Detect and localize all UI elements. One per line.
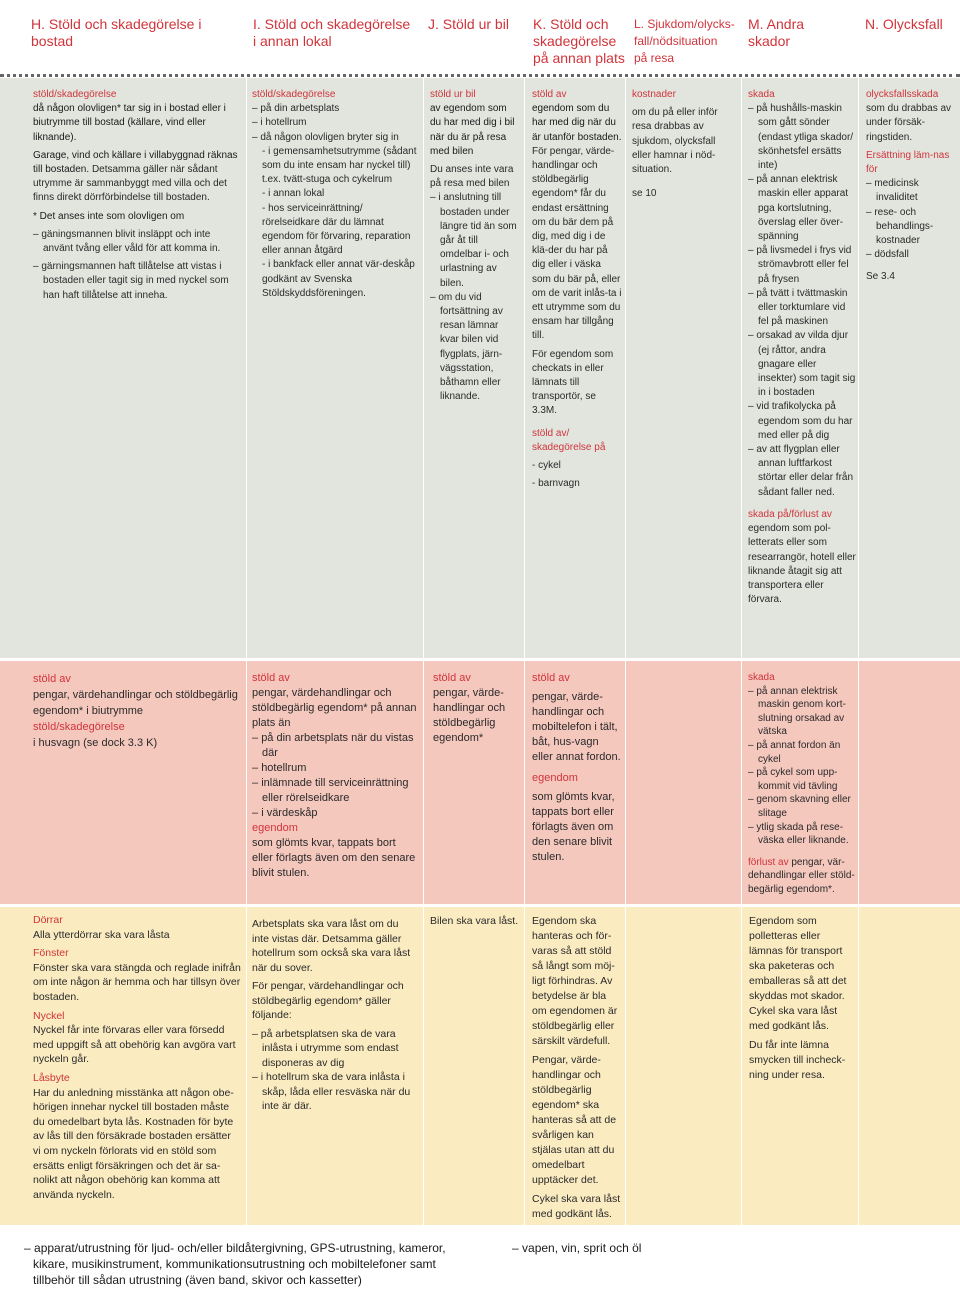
coverage-k-title: stöld av — [532, 89, 567, 100]
header-n-line1: N. Olycksfall — [865, 16, 943, 32]
footer-right-line: – vapen, vin, sprit och öl — [512, 1241, 642, 1255]
requirement-h-lock-title: Låsbyte — [33, 1071, 70, 1084]
column-separator — [524, 78, 525, 658]
coverage-h-title: stöld/skadegörelse — [33, 89, 117, 100]
exclusion-m-dash: – genom skavning eller slitage — [748, 793, 856, 820]
column-separator — [423, 661, 424, 904]
coverage-k — [532, 88, 622, 491]
header-h-line2: bostad — [31, 33, 74, 49]
exclusion-m-text2: pengar, vär-dehandlingar eller stöld-begärlig egendom*. — [748, 856, 855, 895]
coverage-j-text: av egendom som du har med dig i bil när du är på resa med bilen — [430, 103, 515, 157]
exclusion-k-title: stöld av — [532, 672, 570, 684]
header-j — [428, 16, 528, 33]
requirement-i-text: Arbetsplats ska vara låst om du inte vistas där. Detsamma gäller hotellrum som också ska vara låst när du sover. — [252, 918, 411, 974]
exclusion-j-title: stöld av — [433, 672, 471, 684]
coverage-j-text2: Du anses inte vara på resa med bilen — [430, 164, 514, 190]
coverage-k-item: - barnvagn — [532, 478, 580, 490]
header-l — [634, 16, 744, 67]
exclusion-h-title2: stöld/skadegörelse — [33, 721, 125, 733]
requirement-h-windows-text: Fönster ska vara stängda och reglade inifrån om inte någon är hemma och har tillsyn över bostaden. — [33, 961, 241, 1003]
header-i — [253, 16, 423, 50]
coverage-m-dash: – på annan elektrisk maskin eller apparat pga kortslutning, överslag eller över-spänning — [748, 173, 856, 244]
coverage-i-sub: - i bankfack eller annat vär-deskåp godkänt av Svenska Stöldskyddsföreningen. — [262, 259, 415, 299]
coverage-m-dash: – på livsmedel i frys vid strömavbrott eller fel på frysen — [748, 244, 856, 287]
coverage-n-title2: Ersättning läm-nas för — [866, 149, 950, 176]
coverage-m-title: skada — [748, 89, 775, 100]
coverage-k-text2: För egendom som checkats in eller lämnats till transportör, se 3.3M. — [532, 348, 614, 417]
exclusion-h-text: pengar, värdehandlingar och stöldbegärlig egendom* i biutrymme — [33, 689, 238, 717]
coverage-j-dash: – om du vid fortsättning av resan lämnar kvar bilen vid flygplats, järn-vägsstation, båthamn eller liknande. — [430, 291, 520, 405]
requirement-i-text2: För pengar, värdehandlingar och stöldbegärlig egendom* gäller följande: — [252, 980, 404, 1021]
requirement-h-windows-title: Fönster — [33, 947, 69, 960]
exclusion-k — [532, 671, 622, 865]
requirement-band — [0, 907, 960, 1225]
coverage-h-dash: – gärningsmannen haft tillåtelse att vistas i bostaden eller tagit sig in med nyckel som han haft tillåtelse att inneha. — [33, 260, 241, 303]
coverage-h — [33, 88, 241, 307]
requirement-h — [33, 913, 241, 1202]
exclusion-h-text2: i husvagn (se dock 3.3 K) — [33, 737, 158, 749]
column-separator — [858, 78, 859, 658]
exclusion-i-dash: – inlämnade till serviceinrättning eller rörelseidkare — [252, 776, 417, 806]
coverage-m-title2: skada på/förlust av — [748, 508, 832, 520]
coverage-n-dash: – rese- och behandlings-kostnader — [866, 206, 958, 249]
header-i-line2: i annan lokal — [253, 33, 332, 49]
column-separator — [423, 78, 424, 658]
dotted-divider — [0, 74, 960, 77]
exclusion-i-dash: – i värdeskåp — [252, 806, 417, 821]
coverage-h-dash: – gäningsmannen blivit insläppt och inte använt tvång eller våld för att komma in. — [33, 228, 241, 256]
exclusion-i-title: stöld av — [252, 672, 290, 684]
column-separator — [625, 78, 626, 658]
exclusion-m-dash: – på cykel som upp-kommit vid tävling — [748, 766, 856, 793]
column-separator — [741, 661, 742, 904]
requirement-j-text: Bilen ska vara låst. — [430, 915, 519, 927]
exclusion-m-dash: – på annan elektrisk maskin genom kort-slutning orsakad av vätska — [748, 685, 856, 739]
coverage-n — [866, 88, 958, 289]
column-separator — [858, 661, 859, 904]
requirement-i-dash: – i hotellrum ska de vara inlåsta i skåp, låda eller resväska när du inte är där. — [252, 1070, 417, 1114]
coverage-i-dash: – då någon olovligen bryter sig in — [252, 131, 417, 145]
header-k-line2: skadegörelse — [533, 33, 617, 49]
column-separator — [625, 907, 626, 1225]
header-h-line1: H. Stöld och skadegörelse i — [31, 16, 202, 32]
footer-right-text: vapen, vin, sprit och öl — [522, 1241, 642, 1255]
coverage-h-garage — [33, 149, 241, 206]
coverage-l — [632, 88, 737, 205]
requirement-h-lock-text: Har du anledning misstänka att någon obe-hörigen innehar nyckel till bostaden måste du omedelbart byta lås. Kostnaden för byte av lås till den försäkrade bostaden ersätter vi om nyckeln förlorats vid en stöld som ersätts enligt försäkringen och det är sa-nolikt att någon obehörig kan komma att använda nyckeln. — [33, 1086, 234, 1201]
requirement-h-doors-text: Alla ytterdörrar ska vara låsta — [33, 928, 170, 941]
coverage-k-text-a: egendom som du har med dig när du är utanför bostaden. — [532, 103, 622, 143]
exclusion-j-text: pengar, värde-handlingar och stöldbegärlig egendom* — [433, 687, 506, 744]
header-m-line2: skador — [748, 33, 791, 49]
coverage-m-dash: – av att flygplan eller annan luftfarkost störtar eller delar från sådant faller ned. — [748, 443, 856, 500]
column-headers — [0, 0, 960, 70]
exclusion-m — [748, 671, 856, 901]
column-separator — [246, 661, 247, 904]
header-k-line3: på annan plats — [533, 50, 625, 66]
exclusion-i-dash: – hotellrum — [252, 761, 417, 776]
header-m — [748, 16, 858, 50]
coverage-h-text: då någon olovligen* tar sig in i bostad eller i biutrymme till bostad (källare, vind eller liknande). — [33, 103, 226, 143]
column-separator — [741, 78, 742, 658]
column-separator — [741, 907, 742, 1225]
coverage-j-dash: – i anslutning till bostaden under längre tid än som går åt till omdelbar i- och urlastning av bilen. — [430, 191, 520, 290]
requirement-l-text2: Du får inte lämna smycken till incheck-ning under resa. — [749, 1039, 846, 1081]
exclusion-h-title: stöld av — [33, 673, 71, 685]
coverage-n-dash: – dödsfall — [866, 248, 958, 262]
exclusion-i-text2: som glömts kvar, tappats bort eller förlagts även om den senare blivit stulen. — [252, 837, 416, 879]
exclusion-i-dash: – på din arbetsplats när du vistas där — [252, 731, 417, 761]
coverage-h-garage-extra: Detsamma gäller när sådant utrymme är sammanbyggt med villa och det finns direkt dörrförbindelse till bostaden. — [33, 164, 227, 204]
exclusion-i — [252, 671, 417, 881]
coverage-m-dash: – orsakad av vilda djur (ej råttor, andra gnagare eller insekter) som tagit sig in i bostaden — [748, 329, 856, 400]
requirement-k-text3: Cykel ska vara låst med godkänt lås. — [532, 1193, 621, 1220]
coverage-i-dash: – i hotellrum — [252, 116, 417, 130]
requirement-i-dash: – på arbetsplatsen ska de vara inlåsta i utrymme som endast disponeras av dig — [252, 1027, 417, 1071]
exclusion-m-title: skada — [748, 672, 775, 683]
requirement-l-text: Egendom som polletteras eller lämnas för transport ska paketeras och emballeras så att det skyddas mot skador. Cykel ska vara låst med godkänt lås. — [749, 915, 847, 1032]
column-separator — [625, 661, 626, 904]
exclusion-m-dash: – ytlig skada på rese-väska eller liknande. — [748, 821, 856, 848]
coverage-l-text: om du på eller inför resa drabbas av sjukdom, olycksfall eller hamnar i nöd-situation. — [632, 107, 718, 176]
footer-note-left — [24, 1240, 484, 1288]
requirement-k-text2: Pengar, värde-handlingar och stöldbegärlig egendom* ska hanteras så att de svårligen kan stjälas utan att du omedelbart upptäcker det. — [532, 1054, 617, 1186]
coverage-k-text — [532, 102, 622, 343]
exclusion-m-dash: – på annat fordon än cykel — [748, 739, 856, 766]
coverage-h-note: * Det anses inte som olovligen om — [33, 210, 185, 222]
requirement-h-doors-title: Dörrar — [33, 914, 63, 926]
coverage-k-title2: stöld av/ skadegörelse på — [532, 427, 606, 453]
coverage-n-title: olycksfallsskada — [866, 89, 939, 100]
header-l-line1: L. Sjukdom/olycks- — [634, 17, 735, 31]
column-separator — [524, 661, 525, 904]
column-separator — [423, 907, 424, 1225]
header-l-line2: fall/nödsituation — [634, 34, 718, 48]
exclusion-band — [0, 661, 960, 904]
header-i-line1: I. Stöld och skadegörelse — [253, 16, 411, 32]
requirement-l — [749, 914, 854, 1087]
header-k-line1: K. Stöld och — [533, 16, 609, 32]
coverage-l-ref: se 10 — [632, 188, 657, 200]
coverage-m-dash: – på tvätt i tvättmaskin eller torktumlare vid fel på maskinen — [748, 287, 856, 330]
coverage-k-text-b: För pengar, värde-handlingar och stöldbegärlig egendom* får du endast ersättning om du bär dem på dig, med dig i de klä-der du har på dig eller i väska som du bär på, eller om de varit inlås-ta i ett utrymme som du ensam har tillgång till. — [532, 145, 622, 342]
coverage-i-sub: - i gemensamhetsutrymme (sådant som du inte ensam har nyckel till) t.ex. tvätt-stuga och cykelrum — [262, 145, 417, 186]
requirement-h-key-title: Nyckel — [33, 1009, 65, 1022]
header-m-line1: M. Andra — [748, 16, 805, 32]
footer-left-line2: kikare, musikinstrument, kommunikationsutrustning och mobiltelefoner samt — [33, 1257, 436, 1271]
exclusion-i-text: pengar, värdehandlingar och stöldbegärlig egendom* på annan plats än — [252, 687, 417, 729]
exclusion-k-text: pengar, värde-handlingar och mobiltelefon i tält, båt, hus-vagn eller annat fordon. — [532, 691, 621, 763]
column-separator — [858, 907, 859, 1225]
coverage-i-sub: - hos serviceinrättning/ rörelseidkare där du lämnat egendom för förvaring, reparation eller annan åtgärd — [262, 202, 411, 257]
coverage-j — [430, 88, 520, 404]
exclusion-k-text2: som glömts kvar, tappats bort eller förlagts även om den senare blivit stulen. — [532, 791, 615, 863]
requirement-k — [532, 914, 622, 1226]
exclusion-m-loss — [748, 856, 856, 897]
header-j-line1: J. Stöld ur bil — [428, 16, 509, 32]
exclusion-h — [33, 671, 241, 751]
coverage-m — [748, 88, 856, 607]
coverage-n-dash: – medicinsk invaliditet — [866, 177, 958, 205]
footer-left-line3: tillbehör till sådan utrustning (även band, skivor och kassetter) — [33, 1273, 362, 1287]
footer-left-line1: – apparat/utrustning för ljud- och/eller bildåtergivning, GPS-utrustning, kameror, — [24, 1241, 446, 1255]
coverage-m-text2: egendom som pol-letterats eller som researrangör, hotell eller liknande åtagit sig att transportera eller förvara. — [748, 523, 856, 606]
coverage-l-title: kostnader — [632, 89, 676, 100]
coverage-m-dash: – på hushålls-maskin som gått sönder (endast ytliga skador/ skönhetsfel ersätts inte) — [748, 102, 856, 173]
coverage-i-title: stöld/skadegörelse — [252, 89, 336, 100]
coverage-n-text: som du drabbas av under försäk-ringstiden. — [866, 103, 952, 143]
requirement-h-key-text: Nyckel får inte förvaras eller vara försedd med uppgift så att obehörig kan avgöra vart nyckeln går. — [33, 1024, 236, 1066]
requirement-j — [430, 914, 522, 928]
coverage-j-title: stöld ur bil — [430, 89, 476, 100]
footer-note-right — [512, 1240, 712, 1256]
coverage-i — [252, 88, 417, 301]
column-separator — [246, 78, 247, 658]
coverage-h-garage-text: Garage, vind och källare i villabyggnad räknas till bostaden. — [33, 149, 238, 176]
column-separator — [524, 907, 525, 1225]
requirement-i — [252, 917, 417, 1114]
coverage-m-dash: – vid trafikolycka på egendom som du har med eller på dig — [748, 400, 856, 443]
coverage-band — [0, 78, 960, 658]
exclusion-j — [433, 671, 521, 746]
exclusion-k-title2: egendom — [532, 772, 578, 784]
coverage-i-sub: - i annan lokal — [262, 188, 325, 200]
coverage-k-item: - cykel — [532, 460, 561, 472]
footer-left-line1-text: apparat/utrustning för ljud- och/eller bildåtergivning, GPS-utrustning, kameror, — [34, 1241, 446, 1255]
exclusion-i-title2: egendom — [252, 822, 298, 834]
coverage-n-ref: Se 3.4 — [866, 271, 895, 283]
header-k — [533, 16, 633, 67]
coverage-i-dash: – på din arbetsplats — [252, 102, 417, 116]
column-separator — [246, 907, 247, 1225]
requirement-k-text: Egendom ska hanteras och för-varas så att stöld så långt som möj-ligt förhindras. Av betydelse är bla om egendomen är stöldbegärlig eller särskilt värdefull. — [532, 915, 618, 1047]
exclusion-m-title2: förlust av — [748, 856, 789, 868]
header-h — [31, 16, 241, 50]
header-n — [865, 16, 960, 33]
header-l-line3: på resa — [634, 51, 675, 65]
